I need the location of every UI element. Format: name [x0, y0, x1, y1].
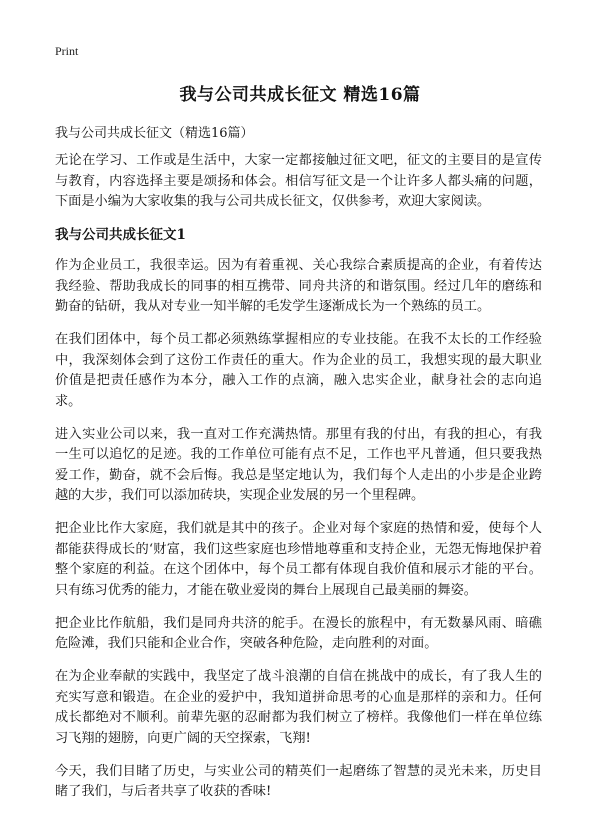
document-subtitle: 我与公司共成长征文（精选16篇） [55, 126, 254, 141]
body-paragraph: 在为企业奉献的实践中，我坚定了战斗浪潮的自信在挑战中的成长，有了我人生的充实写意和锻造。在企业的爱护中，我知道拼命思考的心血是那样的亲和力。任何成长都绝对不顺利。前辈先驱的忍耐都为我们树立了榜样。我像他们一样在单位练习飞翔的翅膀，向更广阔的天空探索，飞翔! [55, 669, 542, 746]
print-link[interactable]: Print [55, 44, 79, 58]
section-heading: 我与公司共成长征文1 [55, 227, 186, 243]
body-paragraph: 把企业比作大家庭，我们就是其中的孩子。企业对每个家庭的热情和爱，使每个人都能获得成长的‘财富，我们这些家庭也珍惜地尊重和支持企业，无怨无悔地保护着整个家庭的利益。在这个团体中，每个员工都有体现自我价值和展示才能的平台。只有练习优秀的能力，才能在敬业爱岗的舞台上展现自己最美丽的舞姿。 [55, 521, 542, 598]
page-title: 我与公司共成长征文 精选16篇 [179, 85, 421, 105]
body-paragraph: 今天，我们目睹了历史，与实业公司的精英们一起磨练了智慧的灵光未来，历史目睹了我们，与后者共享了收获的香味! [55, 763, 542, 799]
intro-paragraph: 无论在学习、工作或是生活中，大家一定都接触过征文吧，征文的主要目的是宣传与教育，内容选择主要是颂扬和体会。相信写征文是一个让许多人都头痛的问题，下面是小编为大家收集的我与公司共成长征文，仅供参考，欢迎大家阅读。 [55, 153, 542, 209]
body-paragraph: 进入实业公司以来，我一直对工作充满热情。那里有我的付出，有我的担心，有我一生可以追忆的足迹。我的工作单位可能有点不足，工作也平凡普通，但只要我热爱工作，勤奋，就不会后悔。我总是坚定地认为，我们每个人走出的小步是企业跨越的大步，我们可以添加砖块，实现企业发展的另一个里程碑。 [55, 426, 542, 503]
body-paragraph: 作为企业员工，我很幸运。因为有着重视、关心我综合素质提高的企业，有着传达我经验、帮助我成长的同事的相互携带、同舟共济的和谐氛围。经过几年的磨练和勤奋的钻研，我从对专业一知半解的毛发学生逐渐成长为一个熟练的员工。 [55, 258, 542, 314]
body-paragraph: 把企业比作航船，我们是同舟共济的舵手。在漫长的旅程中，有无数暴风雨、暗礁危险滩，我们只能和企业合作，突破各种危险，走向胜利的对面。 [55, 615, 542, 651]
article-body [55, 151, 542, 815]
body-paragraph: 在我们团体中，每个员工都必须熟练掌握相应的专业技能。在我不太长的工作经验中，我深刻体会到了这份工作责任的重大。作为企业的员工，我想实现的最大职业价值是把责任感作为本分，融入工作的点滴，融入忠实企业，献身社会的志向追求。 [55, 332, 542, 409]
